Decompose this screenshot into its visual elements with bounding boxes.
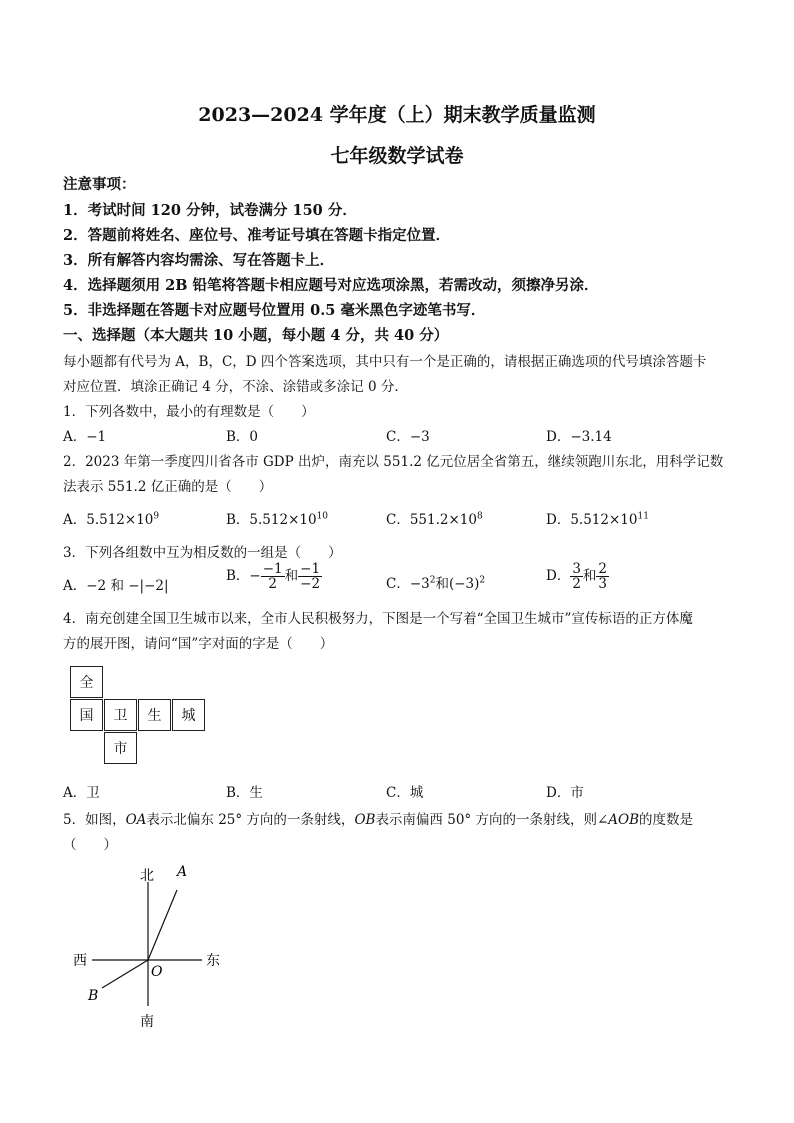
- q2-option-d: D．$5.512\times 10^{11}$: [546, 511, 649, 528]
- notes-heading: 注意事项：: [63, 176, 136, 193]
- label-north: 北: [140, 868, 154, 884]
- exam-title: 2023—2024 学年度（上）期末教学质量监测: [198, 104, 596, 126]
- q4-stem: 4．南充创建全国卫生城市以来，全市人民积极努力，下图是一个写着“全国卫生城市”宣传标语的正方体魔: [63, 611, 693, 627]
- q2-option-b: B．$5.512\times 10^{10}$: [226, 511, 329, 528]
- q2-option-c: C．$551.2\times 10^8$: [386, 511, 483, 528]
- ray-ob: [102, 960, 148, 988]
- q2-option-a: A．$5.512\times 10^9$: [63, 511, 160, 528]
- fraction: $\frac{2}{3}$: [598, 561, 608, 593]
- section1-intro: 每小题都有代号为 A，B，C，D 四个答案选项，其中只有一个是正确的，请根据正确选项的代号填涂答题卡: [63, 354, 707, 370]
- q4-option-c: C．城: [386, 785, 424, 801]
- label-south: 南: [140, 1014, 154, 1030]
- label-point-a: A: [177, 864, 188, 880]
- q1-option-d: D．−3.14: [546, 429, 612, 445]
- section1-heading: 一、选择题（本大题共 10 小题，每小题 4 分，共 40 分）: [63, 327, 449, 344]
- q3-option-b: B．− $\frac{-1}{2}$ 和 $\frac{-1}{-2}$: [226, 561, 321, 593]
- q1-option-b: B．0: [226, 429, 259, 445]
- fraction: $\frac{-1}{-2}$: [300, 561, 321, 593]
- fraction: $\frac{3}{2}$: [572, 561, 581, 593]
- q1-option-c: C．−3: [386, 429, 430, 445]
- label-point-b: B: [88, 988, 99, 1004]
- q1-option-a: A．−1: [63, 429, 107, 445]
- q4-option-b: B．生: [226, 785, 263, 801]
- q2-stem: 2．2023 年第一季度四川省各市 GDP 出炉，南充以 551.2 亿元位居全省第五，继续领跑川东北，用科学记数: [63, 454, 724, 470]
- note-item: 5．非选择题在答题卡对应题号位置用 0.5 毫米黑色字迹笔书写．: [63, 302, 486, 319]
- note-item: 2．答题前将姓名、座位号、准考证号填在答题卡指定位置．: [63, 227, 451, 244]
- label-origin: O: [151, 964, 163, 980]
- net-cell-top: 全: [70, 666, 103, 698]
- section1-intro: 对应位置．填涂正确记 4 分，不涂、涂错或多涂记 0 分．: [63, 379, 408, 395]
- note-item: 3．所有解答内容均需涂、写在答题卡上．: [63, 252, 335, 269]
- q3-stem: 3．下列各组数中互为相反数的一组是（ ）: [63, 545, 342, 561]
- q5-stem: （ ）: [63, 837, 117, 853]
- q4-option-d: D．市: [546, 785, 584, 801]
- cube-net: [70, 666, 206, 766]
- net-cell: 城: [172, 699, 205, 731]
- net-cell: 生: [138, 699, 171, 731]
- label-west: 西: [73, 953, 87, 969]
- label-east: 东: [206, 953, 220, 969]
- q1-stem: 1．下列各数中，最小的有理数是（ ）: [63, 404, 315, 420]
- net-cell: 卫: [104, 699, 137, 731]
- net-cell: 国: [70, 699, 103, 731]
- net-cell-bottom: 市: [104, 732, 137, 764]
- direction-diagram: [60, 860, 240, 1040]
- q2-stem: 法表示 551.2 亿正确的是（ ）: [63, 479, 273, 495]
- q3-option-d: D． $\frac{3}{2}$ 和 $\frac{2}{3}$: [546, 561, 608, 593]
- fraction: $\frac{-1}{2}$: [262, 561, 283, 593]
- exam-subtitle: 七年级数学试卷: [330, 145, 464, 167]
- q4-option-a: A．卫: [63, 785, 100, 801]
- q4-stem: 方的展开图，请问“国”字对面的字是（ ）: [63, 636, 334, 652]
- q3-option-c: C．$-3^2$和$(-3)^2$: [386, 575, 486, 592]
- note-item: 1．考试时间 120 分钟，试卷满分 150 分．: [63, 202, 357, 219]
- q5-stem: 5．如图，OA表示北偏东 25° 方向的一条射线，OB表示南偏西 50° 方向的一条射线，则∠AOB的度数是: [63, 812, 694, 828]
- note-item: 4．选择题须用 2B 铅笔将答题卡相应题号对应选项涂黑，若需改动，须擦净另涂．: [63, 277, 599, 294]
- q3-option-a: A．−2 和 −|−2|: [63, 578, 169, 594]
- ray-oa: [148, 890, 177, 960]
